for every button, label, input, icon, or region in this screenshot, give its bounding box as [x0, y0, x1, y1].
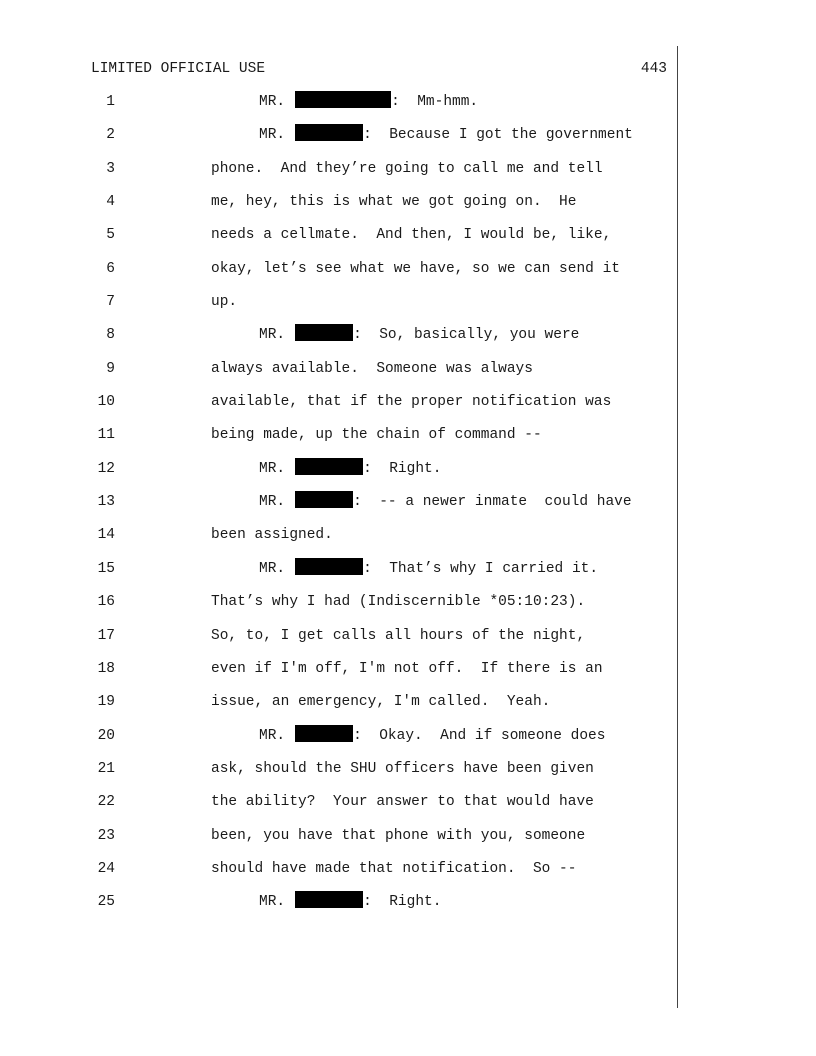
transcript-line — [0, 820, 680, 853]
line-number: 11 — [97, 427, 115, 444]
line-number: 12 — [97, 460, 115, 477]
line-text — [259, 86, 478, 119]
line-text: available, that if the proper notification was — [211, 394, 612, 411]
transcript-line — [0, 786, 680, 819]
line-text: the ability? Your answer to that would have — [211, 794, 594, 811]
line-text: been, you have that phone with you, someone — [211, 827, 586, 844]
line-text: phone. And they’re going to call me and tell — [211, 160, 603, 177]
speaker-prefix: MR. — [259, 494, 286, 511]
line-text: issue, an emergency, I'm called. Yeah. — [211, 694, 551, 711]
speech-text: : So, basically, you were — [353, 327, 580, 344]
line-text — [259, 453, 441, 486]
line-number: 19 — [97, 694, 115, 711]
speaker-prefix: MR. — [259, 727, 286, 744]
line-text — [259, 486, 632, 519]
redacted-name-block — [295, 91, 391, 108]
speaker-prefix: MR. — [259, 560, 286, 577]
line-text — [259, 119, 633, 152]
transcript-line — [0, 620, 680, 653]
line-text: should have made that notification. So -- — [211, 860, 577, 877]
line-number: 6 — [106, 260, 115, 277]
speech-text: : Mm-hmm. — [391, 94, 479, 110]
transcript-line — [0, 153, 680, 186]
transcript-line — [0, 686, 680, 719]
transcript-line — [0, 386, 680, 419]
line-text — [259, 553, 598, 586]
line-number: 9 — [106, 360, 115, 377]
redacted-name-block — [295, 491, 353, 508]
transcript-line — [0, 886, 680, 919]
speech-text: : That’s why I carried it. — [363, 560, 599, 577]
line-number: 25 — [97, 894, 115, 911]
line-text: being made, up the chain of command -- — [211, 427, 542, 444]
line-number: 7 — [106, 294, 115, 311]
line-number: 18 — [97, 660, 115, 677]
speaker-prefix: MR. — [259, 894, 286, 911]
line-number: 17 — [97, 627, 115, 644]
transcript-line — [0, 453, 680, 486]
transcript-line — [0, 353, 680, 386]
transcript-line — [0, 419, 680, 452]
line-text — [259, 319, 579, 352]
line-text: always available. Someone was always — [211, 360, 533, 377]
line-number: 22 — [97, 794, 115, 811]
transcript-line — [0, 486, 680, 519]
transcript-line — [0, 319, 680, 352]
transcript-line — [0, 86, 680, 119]
transcript-body — [0, 86, 680, 920]
line-text — [259, 720, 605, 753]
page-number: 443 — [640, 61, 667, 77]
line-number: 2 — [106, 127, 115, 144]
line-number: 4 — [106, 194, 115, 211]
transcript-line — [0, 586, 680, 619]
line-text: been assigned. — [211, 527, 333, 544]
classification-header: LIMITED OFFICIAL USE — [91, 61, 266, 77]
line-number: 10 — [97, 394, 115, 411]
line-text: So, to, I get calls all hours of the night, — [211, 627, 586, 644]
redacted-name-block — [295, 324, 353, 341]
speaker-prefix: MR. — [259, 127, 286, 144]
line-number: 3 — [106, 160, 115, 177]
line-number: 1 — [106, 94, 115, 110]
line-number: 24 — [97, 860, 115, 877]
redacted-name-block — [295, 124, 363, 141]
speaker-prefix: MR. — [259, 327, 286, 344]
transcript-line — [0, 119, 680, 152]
speech-text: : Right. — [363, 894, 442, 911]
speech-text: : -- a newer inmate could have — [353, 494, 632, 511]
speech-text: : Because I got the government — [363, 127, 633, 144]
line-number: 15 — [97, 560, 115, 577]
transcript-line — [0, 186, 680, 219]
transcript-line — [0, 853, 680, 886]
transcript-line — [0, 519, 680, 552]
line-text: up. — [211, 294, 238, 311]
redacted-name-block — [295, 891, 363, 908]
transcript-line — [0, 753, 680, 786]
line-text — [259, 886, 441, 919]
line-number: 21 — [97, 760, 115, 777]
redacted-name-block — [295, 458, 363, 475]
line-number: 23 — [97, 827, 115, 844]
line-text: ask, should the SHU officers have been given — [211, 760, 594, 777]
transcript-line — [0, 219, 680, 252]
redacted-name-block — [295, 725, 353, 742]
line-text: That’s why I had (Indiscernible *05:10:23). — [211, 594, 586, 611]
line-number: 14 — [97, 527, 115, 544]
speech-text: : Okay. And if someone does — [353, 727, 606, 744]
line-text: even if I'm off, I'm not off. If there is an — [211, 660, 603, 677]
line-text: me, hey, this is what we got going on. He — [211, 194, 577, 211]
line-number: 13 — [97, 494, 115, 511]
line-text: okay, let’s see what we have, so we can send it — [211, 260, 620, 277]
speaker-prefix: MR. — [259, 460, 286, 477]
line-number: 8 — [106, 327, 115, 344]
line-number: 16 — [97, 594, 115, 611]
speech-text: : Right. — [363, 460, 442, 477]
redacted-name-block — [295, 558, 363, 575]
transcript-line — [0, 286, 680, 319]
speaker-prefix: MR. — [259, 94, 286, 110]
line-text: needs a cellmate. And then, I would be, like, — [211, 227, 612, 244]
transcript-line — [0, 253, 680, 286]
line-number: 20 — [97, 727, 115, 744]
transcript-line — [0, 653, 680, 686]
line-number: 5 — [106, 227, 115, 244]
transcript-line — [0, 720, 680, 753]
transcript-line — [0, 553, 680, 586]
